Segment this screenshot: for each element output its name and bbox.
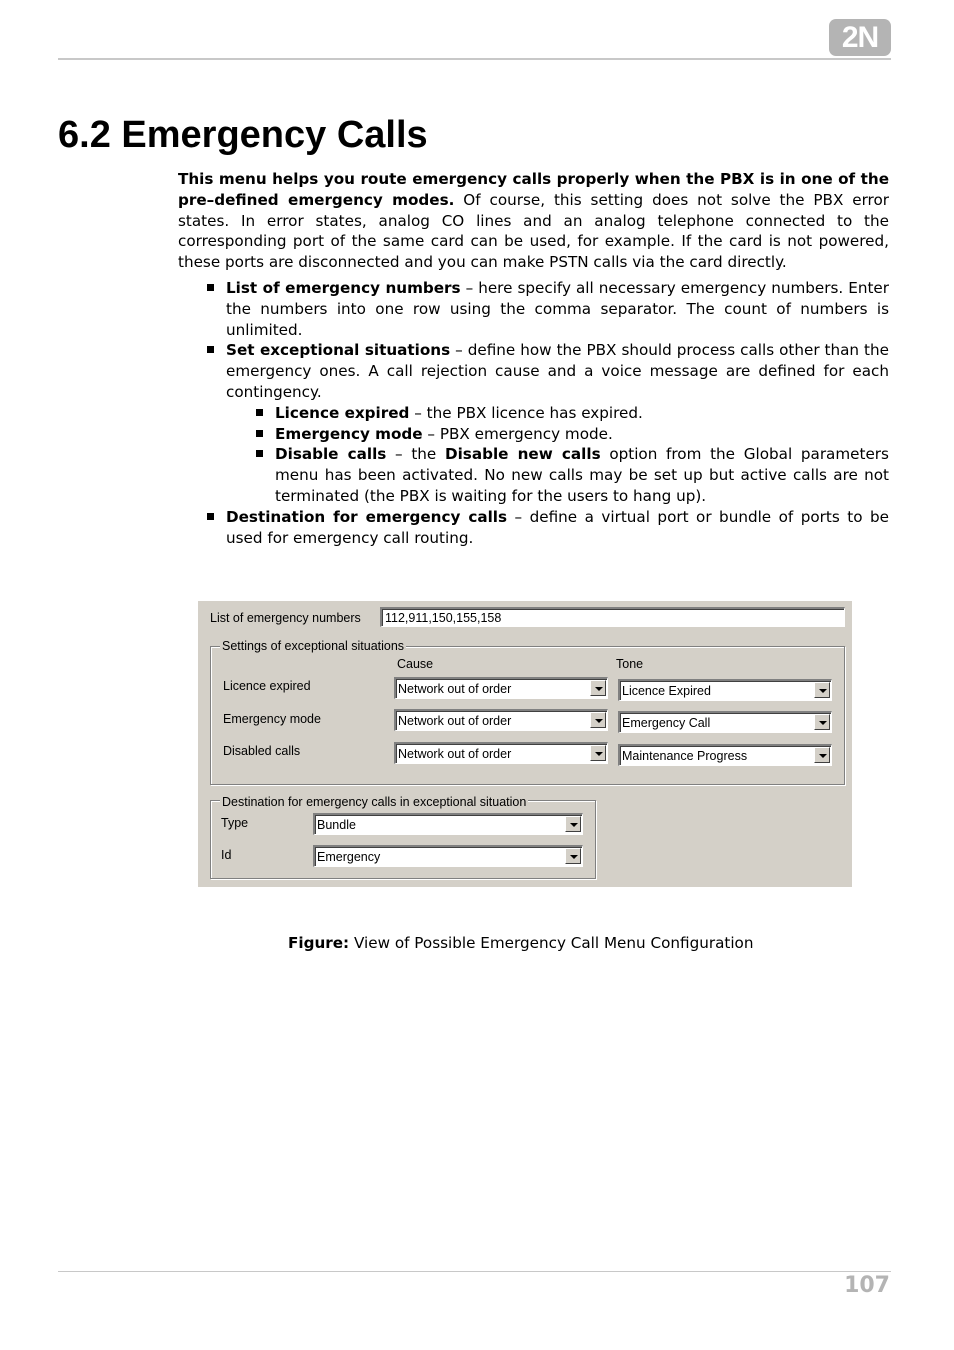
list-item-term: Destination for emergency calls (226, 507, 508, 526)
footer-divider (58, 1271, 891, 1272)
emergency-mode-tone-select[interactable] (618, 711, 832, 733)
select-value: Bundle (317, 818, 356, 832)
sub-item-term: Disable new calls (444, 445, 601, 464)
cause-header: Cause (397, 657, 434, 671)
feature-list (178, 278, 889, 548)
disabled-calls-cause-select[interactable] (394, 742, 608, 764)
select-value: Emergency Call (622, 716, 711, 730)
select-value: Maintenance Progress (622, 749, 748, 763)
chevron-down-icon[interactable] (565, 816, 581, 832)
intro-text: Of course, this setting does not solve the PBX error states. In error states, analog CO lines and an analog telephone connected to the corresponding port of the same card can be used, for example. If the card is not powered, these ports are disconnected and you can make PSTN calls via the card directly. (178, 190, 889, 272)
list-item-text: – define a virtual port or bundle of ports to be used for emergency call routing. (226, 507, 889, 547)
licence-expired-tone-select[interactable] (618, 679, 832, 701)
destination-id-select[interactable] (313, 845, 583, 867)
id-label: Id (221, 848, 232, 862)
intro-paragraph (178, 169, 889, 273)
sub-item-term: Licence expired (275, 403, 410, 422)
list-item-text: – here specify all necessary emergency numbers. Enter the numbers into one row using the comma separator. The count of numbers is unlimited. (226, 278, 889, 339)
sub-item-term: Disable calls (275, 445, 387, 464)
figure-caption (288, 933, 753, 953)
licence-expired-label: Licence expired (223, 679, 311, 693)
sub-list (226, 403, 889, 507)
sub-item-text: – the PBX licence has expired. (409, 403, 643, 422)
licence-expired-cause-select[interactable] (394, 677, 608, 699)
brand-logo: 2N (829, 19, 891, 56)
destination-type-select[interactable] (313, 813, 583, 835)
sub-item-text: – PBX emergency mode. (422, 424, 613, 443)
emergency-settings-figure (198, 601, 852, 887)
chevron-down-icon[interactable] (814, 682, 830, 698)
list-item-text: – define how the PBX should process calls other than the emergency ones. A call rejection cause and a voice message are defined for each contingency. (226, 341, 889, 401)
chevron-down-icon[interactable] (814, 714, 830, 730)
header-divider (58, 58, 891, 60)
select-value: Network out of order (398, 682, 512, 696)
chevron-down-icon[interactable] (590, 745, 606, 761)
chevron-down-icon[interactable] (590, 680, 606, 696)
sub-list-item (275, 444, 889, 506)
tone-header: Tone (616, 657, 644, 671)
disabled-calls-tone-select[interactable] (618, 744, 832, 766)
type-label: Type (221, 816, 249, 830)
caption-prefix: Figure: (288, 934, 350, 952)
list-item (226, 340, 889, 506)
select-value: Network out of order (398, 714, 512, 728)
list-item (226, 278, 889, 340)
sub-item-text: option from the Global parameters menu has been activated. No new calls may be set up but active calls are not terminated (the PBX is waiting for the users to hang up). (275, 445, 889, 505)
chevron-down-icon[interactable] (565, 848, 581, 864)
body-content (178, 169, 889, 548)
select-value: Licence Expired (622, 684, 711, 698)
list-item (226, 507, 889, 549)
chevron-down-icon[interactable] (590, 712, 606, 728)
select-value: Emergency (317, 850, 381, 864)
list-item-term: List of emergency numbers (226, 278, 461, 297)
page-number: 107 (844, 1273, 890, 1298)
destination-group (210, 800, 596, 879)
disabled-calls-label: Disabled calls (223, 744, 301, 758)
exceptional-situations-title: Settings of exceptional situations (222, 639, 405, 653)
page-title: 6.2 Emergency Calls (58, 114, 428, 156)
list-item-term: Set exceptional situations (226, 341, 451, 360)
select-value: Network out of order (398, 747, 512, 761)
chevron-down-icon[interactable] (814, 747, 830, 763)
emergency-mode-cause-select[interactable] (394, 709, 608, 731)
emergency-numbers-input[interactable]: 112,911,150,155,158 (380, 607, 845, 627)
sub-item-term: Emergency mode (275, 424, 423, 443)
sub-list-item (275, 424, 889, 445)
emergency-numbers-label: List of emergency numbers (210, 611, 361, 625)
sub-item-text: – the (386, 445, 445, 464)
sub-list-item (275, 403, 889, 424)
caption-text: View of Possible Emergency Call Menu Configuration (349, 934, 754, 952)
destination-group-title: Destination for emergency calls in exceptional situation (222, 795, 527, 809)
emergency-mode-label: Emergency mode (223, 712, 321, 726)
intro-bold: This menu helps you route emergency calls properly when the PBX is in one of the pre–defined emergency modes. (178, 170, 889, 209)
